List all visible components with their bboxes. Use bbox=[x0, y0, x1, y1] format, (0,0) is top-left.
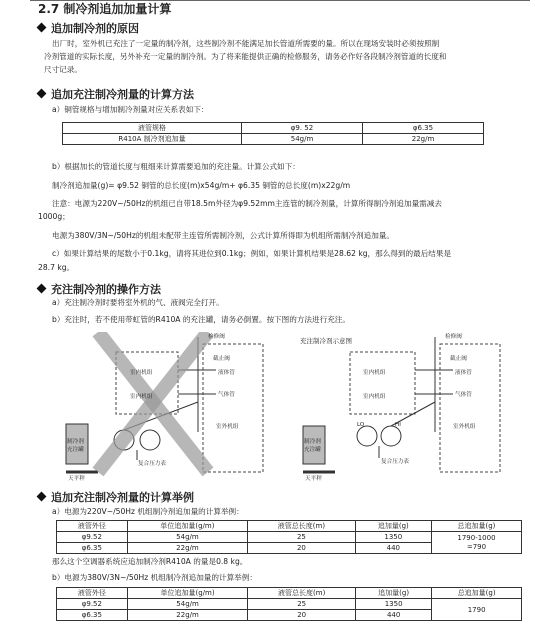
example-table-a: 液管外径 单位追加量(g/m) 液管总长度(m) 追加量(g) 总追加量(g) φ9.52 54g/m 25 1350 1790-1000 =790 φ6.35 22g/m 20 440 bbox=[56, 520, 522, 554]
label-tank: 制冷剂充注罐 bbox=[67, 439, 84, 453]
formula: 制冷剂追加量(g)= φ9.52 铜管的总长度(m)x54g/m+ φ6.35 铜管的总长度(m)x22g/m bbox=[52, 181, 351, 190]
label-hi: HI bbox=[395, 422, 401, 428]
label-liquid-pipe: 液体管 bbox=[455, 370, 472, 376]
label-lo: LO bbox=[357, 422, 365, 428]
label-outdoor: 室外机组 bbox=[453, 424, 476, 430]
section-3-a: a）充注制冷剂时要将室外机的气、液阀完全打开。 bbox=[52, 298, 224, 307]
label-indoor: 室内机组 bbox=[130, 370, 153, 376]
note-2: 电源为380V/3N~/50Hz的机组未配带主连管所需制冷剂，公式计算所得即为机组所需制冷剂追加量。 bbox=[52, 231, 395, 240]
section-4-b: b）电源为380V/3N~/50Hz 机组制冷剂追加量的计算举例： bbox=[52, 573, 257, 582]
label-outdoor: 室外机组 bbox=[216, 424, 239, 430]
section-1-title: 追加制冷剂的原因 bbox=[38, 20, 139, 36]
label-indoor: 室内机组 bbox=[363, 370, 386, 376]
label-stop-valve: 截止阀 bbox=[450, 356, 467, 362]
example-table-b: 液管外径 单位追加量(g/m) 液管总长度(m) 追加量(g) 总追加量(g) φ9.52 54g/m 25 1350 1790 φ6.35 22g/m 20 440 bbox=[56, 587, 522, 621]
diagram-correct bbox=[295, 332, 510, 482]
label-liquid-pipe: 液体管 bbox=[218, 370, 235, 376]
section-2-b: b）根据加长的管道长度与粗细来计算需要追加的充注量。计算公式如下： bbox=[52, 162, 300, 171]
label-gauge: 复合压力表 bbox=[138, 461, 166, 467]
label-stop-valve: 截止阀 bbox=[213, 356, 230, 362]
diamond-icon bbox=[37, 23, 47, 33]
label-gas-pipe: 气体管 bbox=[218, 392, 235, 398]
diamond-icon bbox=[37, 492, 47, 502]
pipe-spec-table: 液管规格 φ9. 52 φ6.35 R410A 制冷剂追加量 54g/m 22g/m bbox=[62, 122, 484, 145]
label-indoor-2: 室内机组 bbox=[130, 394, 153, 400]
label-scale: 天平秤 bbox=[305, 476, 322, 482]
section-2-c2: 28.7 kg。 bbox=[38, 263, 75, 272]
label-check-valve: 检修阀 bbox=[208, 334, 225, 340]
diamond-icon bbox=[37, 284, 47, 294]
label-indoor-2: 室内机组 bbox=[363, 394, 386, 400]
section-1-body: 出厂时，室外机已充注了一定量的制冷剂，这些制冷剂不能满足加长管道所需要的量。所以在现场安装时必须按照制 冷剂管道的实际长度，另外补充一定量的制冷剂。为了将来能提供正确的检修服务，请务必作好各段制冷剂管道的长度和 尺寸记录。 bbox=[44, 39, 447, 74]
diamond-icon bbox=[37, 89, 47, 99]
section-2-c: c）如果计算结果的尾数小于0.1kg，请将其进位到0.1kg；例如，如果计算机结果是28.62 kg，那么得到的最后结果是 bbox=[52, 249, 452, 258]
label-gas-pipe: 气体管 bbox=[455, 392, 472, 398]
note-1: 注意：电源为220V~/50Hz的机组已自带18.5m外径为φ9.52mm主连管的制冷剂量，计算所得制冷剂追加量需减去 bbox=[52, 199, 442, 208]
page-heading: 2.7 制冷剂追加加量计算 bbox=[38, 2, 172, 16]
diagram-title: 充注制冷剂示意图 bbox=[300, 337, 352, 345]
label-check-valve: 检修阀 bbox=[445, 334, 462, 340]
section-3-title: 充注制冷剂的操作方法 bbox=[38, 281, 161, 297]
label-gauge: 复合压力表 bbox=[381, 459, 409, 465]
header-rule bbox=[30, 0, 530, 1]
label-tank: 制冷剂充注罐 bbox=[304, 439, 321, 453]
section-2-a: a）铜管规格与增加制冷剂量对应关系表如下： bbox=[52, 105, 209, 114]
diagram-wrong bbox=[58, 332, 273, 482]
section-4-a: a）电源为220V~/50Hz 机组制冷剂追加量的计算举例： bbox=[52, 507, 244, 516]
section-4-title: 追加充注制冷剂量的计算举例 bbox=[38, 489, 194, 505]
label-scale: 天平秤 bbox=[68, 476, 85, 482]
section-3-b: b）充注时，若不使用带虹管的R410A 的充注罐，请务必倒置。按下图的方法进行充注。 bbox=[52, 315, 350, 324]
note-1b: 1000g； bbox=[38, 212, 70, 221]
section-2-title: 追加充注制冷剂量的计算方法 bbox=[38, 86, 194, 102]
section-4-mid: 那么这个空调器系统应追加制冷剂R410A 的量是0.8 kg。 bbox=[52, 557, 248, 566]
